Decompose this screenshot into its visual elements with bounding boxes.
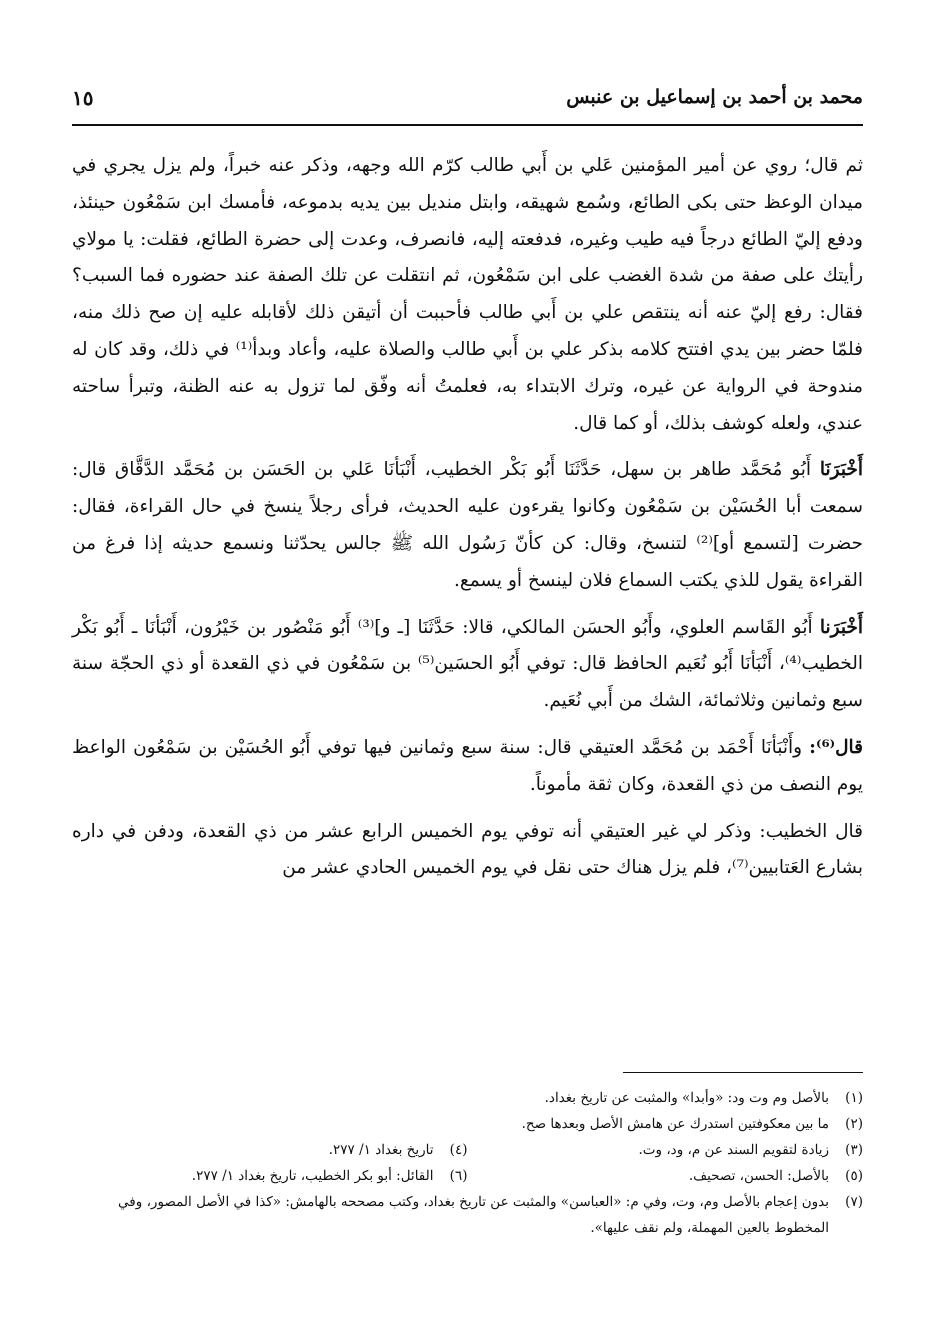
paragraph-1-text: ثم قال؛ روي عن أمير المؤمنين عَلي بن أَبي طالب كرّم الله وجهه، وذكر عنه خبراً، ولم يزل يجري في ميدان الوعظ حتى بكى الطائع، وسُمع شهيقه، وابتل منديل بين يديه بدموعه، فأمسك ابن سَمْعُون حينئذ، ودفع إليّ الطائع درجاً فيه طيب وغيره، فدفعته إليه، فانصرف، وعدت إلى حضرة الطائع، فقلت: يا مولاي رأيتك على صفة من شدة الغضب على ابن سَمْعُون، ثم انتقلت عن تلك الصفة عند حضوره فما السبب؟ فقال: رفع إليّ عنه أنه ينتقص علي بن أَبي طالب فأحببت أن أتيقن ذلك لأقابله عليه إن صح ذلك منه، فلمّا حضر بين يدي افتتح كلامه بذكر علي بن أَبي طالب والصلاة عليه، وأعاد وبدأ⁽¹⁾ في ذلك، وقد كان له مندوحة في الرواية عن غيره، وترك الابتداء به، فعلمتُ أنه وفّق لما تزول به عنه الظنة، وتبرأ ساحته عندي، ولعله كوشف بذلك، أو كما قال. (72, 155, 863, 434)
paragraph-3 (72, 610, 863, 720)
paragraph-3-lead: أَخْبَرَنا (819, 616, 863, 638)
footnote-1-number: (١) (845, 1090, 863, 1106)
paragraph-5-text: قال الخطيب: وذكر لي غير العتيقي أنه توفي يوم الخميس الرابع عشر من ذي القعدة، ودفن في داره بشارع العَتابيين⁽⁷⁾، فلم يزل هناك حتى نقل في يوم الخميس الحادي عشر من (72, 820, 863, 879)
paragraph-2 (72, 452, 863, 599)
footnote-rule (623, 1072, 863, 1073)
footnote-4-text: تاريخ بغداد ١/ ٢٧٧. (328, 1142, 434, 1158)
page-header (72, 80, 863, 120)
paragraph-5 (72, 814, 863, 888)
footnote-5-text: بالأصل: الحسن، تصحيف. (688, 1168, 829, 1184)
footnote-6 (72, 1163, 468, 1189)
paragraph-1 (72, 148, 863, 442)
header-rule (72, 124, 863, 126)
footnote-2-number: (٢) (845, 1116, 863, 1132)
paragraph-2-lead: أَخْبَرَنَا (819, 459, 863, 481)
footnote-row-3-4 (72, 1137, 863, 1163)
footnotes (72, 1085, 863, 1241)
paragraph-4-text: وأَنْبَأنَا أَحْمَد بن مُحَمَّد العتيقي قال: سنة سبع وثمانين فيها توفي أَبُو الحُسَيْن بن سَمْعُون الواعظ يوم النصف من ذي القعدة، وكان ثقة مأموناً. (72, 736, 863, 795)
paragraph-3-text: أَبُو القَاسم العلوي، وأَبُو الحسَن المالكي، قالا: حَدَّثَنَا [ـ و]⁽³⁾ أَبُو مَنْصُور بن خَيْرُون، أَنْبَأنَا ـ أَبُو بَكْر الخطيب⁽⁴⁾، أَنْبَأنَا أَبُو نُعَيم الحافظ قال: توفي أَبُو الحسَين⁽⁵⁾ بن سَمْعُون في ذي القعدة أو ذي الحجّة سنة سبع وثمانين وثلاثمائة، الشك من أَبي نُعَيم. (72, 616, 863, 712)
main-text (72, 148, 863, 887)
footnote-2 (72, 1111, 863, 1137)
footnote-1-text: بالأصل وم وت ود: «وأبدا» والمثبت عن تاريخ بغداد. (544, 1090, 829, 1106)
footnote-5-number: (٥) (845, 1168, 863, 1184)
footnote-3-text: زيادة لتقويم السند عن م، ود، وت. (638, 1142, 829, 1158)
footnote-7-number: (٧) (845, 1194, 863, 1210)
footnote-7-text: بدون إعجام بالأصل وم، وت، وفي م: «العباسن» والمثبت عن تاريخ بغداد، وكتب مصححه بالهامش: «كذا في الأصل المصور، وفي المخطوط بالعين المهملة، ولم نقف عليها». (118, 1194, 829, 1236)
paragraph-4 (72, 730, 863, 804)
footnote-3-number: (٣) (845, 1142, 863, 1158)
running-title: محمد بن أحمد بن إسماعيل بن عنبس (566, 86, 863, 108)
footnote-2-text: ما بين معكوفتين استدرك عن هامش الأصل وبعدها صح. (521, 1116, 829, 1132)
footnote-5 (468, 1163, 864, 1189)
footnote-3 (468, 1137, 864, 1163)
footnote-4-number: (٤) (449, 1142, 468, 1158)
footnote-7 (72, 1189, 863, 1241)
footnote-row-5-6 (72, 1163, 863, 1189)
footnote-1 (72, 1085, 863, 1111)
page-number: ١٥ (72, 86, 94, 110)
paragraph-4-lead: قال⁽⁶⁾: (809, 736, 863, 758)
paragraph-2-text: أَبُو مُحَمَّد طاهر بن سهل، حَدَّثَنَا أَبُو بَكْر الخطيب، أَنْبَأنَا عَلي بن الحَسَن بن مُحَمَّد الدَّقَّاق قال: سمعت أبا الحُسَيْن بن سَمْعُون وكانوا يقرءون عليه الحديث، فرأى رجلاً ينسخ في حال القراءة، فقال: حضرت [لتسمع أو]⁽²⁾ لتنسخ، وقال: كن كأنّ رَسُول الله ﷺ جالس يحدّثنا ونسمع حديثه إذا فرغ من القراءة يقول للذي يكتب السماع فلان لينسخ أو يسمع. (72, 459, 863, 591)
footnote-4 (72, 1137, 468, 1163)
footnote-6-number: (٦) (449, 1168, 468, 1184)
footnote-6-text: القائل: أبو بكر الخطيب، تاريخ بغداد ١/ ٢٧٧. (191, 1168, 434, 1184)
